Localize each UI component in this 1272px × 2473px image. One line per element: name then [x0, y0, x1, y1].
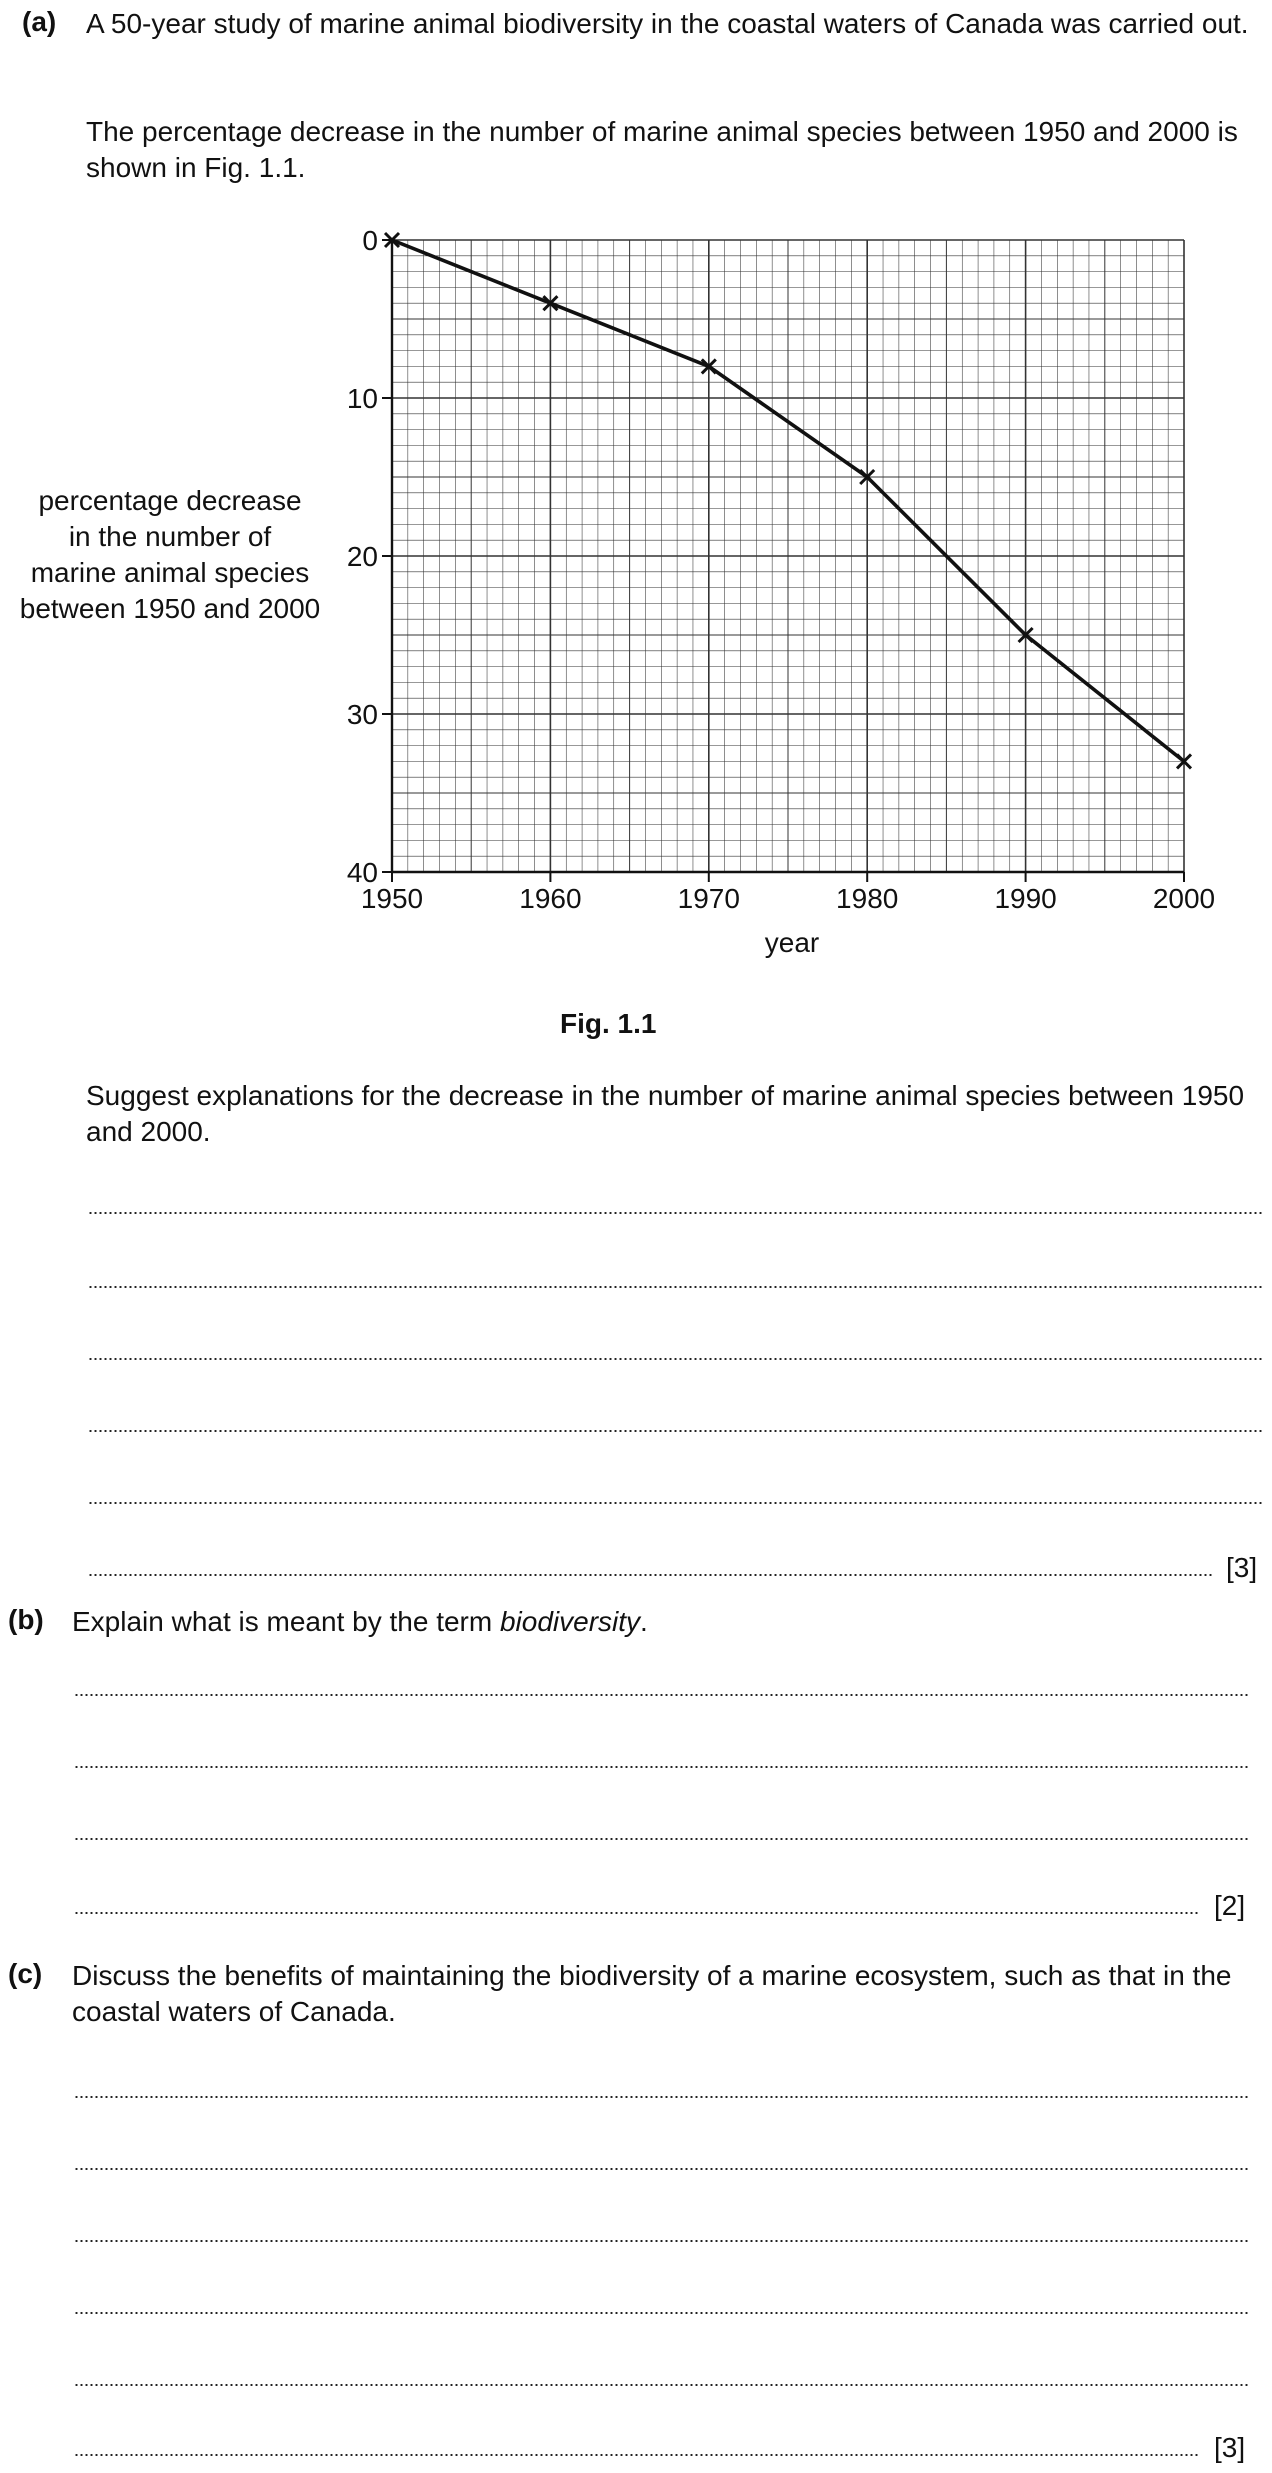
chart-ticks: [347, 225, 1215, 914]
answer-line-b-1[interactable]: [74, 1694, 1248, 1696]
answer-line-c-1[interactable]: [74, 2096, 1248, 2098]
figure-caption: Fig. 1.1: [560, 1008, 657, 1039]
answer-line-c-4[interactable]: [74, 2312, 1248, 2314]
part-a-intro: A 50-year study of marine animal biodiversity in the coastal waters of Canada was carried out.: [86, 8, 1249, 39]
y-axis-label-line: marine animal species: [30, 557, 310, 588]
x-tick-label: 1960: [519, 883, 582, 914]
x-tick-label: 1950: [360, 883, 424, 914]
answer-line-c-6[interactable]: [74, 2454, 1198, 2456]
y-axis-label-line: between 1950 and 2000: [19, 593, 321, 624]
part-c-label: (c): [8, 1958, 43, 1989]
answer-line-b-2[interactable]: [74, 1766, 1248, 1768]
y-tick-label: 10: [346, 383, 378, 414]
part-a-intro2: The percentage decrease in the number of marine animal species between 1950 and 2000 is shown in Fig. 1.1.: [86, 116, 1238, 183]
answer-line-a-4[interactable]: [88, 1430, 1262, 1432]
figure-1-1-chart: [0, 210, 1272, 990]
answer-line-a-2[interactable]: [88, 1286, 1262, 1288]
x-tick-label: 1970: [677, 883, 740, 914]
chart-grid: [392, 240, 1184, 872]
part-a-question: Suggest explanations for the decrease in the number of marine animal species between 1950 and 2000.: [86, 1080, 1245, 1147]
x-tick-label: 2000: [1152, 883, 1216, 914]
answer-line-a-5[interactable]: [88, 1502, 1262, 1504]
y-tick-label: 30: [346, 699, 378, 730]
part-c-question: Discuss the benefits of maintaining the biodiversity of a marine ecosystem, such as that in the coastal waters of Canada.: [72, 1960, 1232, 2027]
answer-line-c-2[interactable]: [74, 2168, 1248, 2170]
x-axis-label: year: [764, 927, 820, 958]
answer-line-b-3[interactable]: [74, 1838, 1248, 1840]
y-tick-label: 20: [346, 541, 378, 572]
part-b-question-suffix: .: [640, 1606, 648, 1637]
answer-line-c-3[interactable]: [74, 2240, 1248, 2242]
answer-line-c-5[interactable]: [74, 2384, 1248, 2386]
x-tick-label: 1980: [836, 883, 899, 914]
y-tick-label: 0: [362, 225, 378, 256]
answer-line-b-4[interactable]: [74, 1912, 1198, 1914]
part-a-label: (a): [22, 6, 57, 37]
part-b-question-term: biodiversity: [499, 1606, 641, 1637]
part-b-question-prefix: Explain what is meant by the term: [72, 1606, 500, 1637]
x-tick-label: 1990: [994, 883, 1057, 914]
part-a-marks: [3]: [1226, 1552, 1258, 1583]
part-b-label: (b): [8, 1604, 44, 1635]
y-tick-label: 40: [346, 857, 378, 888]
part-c-marks: [3]: [1214, 2432, 1246, 2463]
y-axis-label-line: percentage decrease: [38, 485, 302, 516]
part-b-marks: [2]: [1214, 1890, 1246, 1921]
y-axis-label-line: in the number of: [68, 521, 272, 552]
part-b-question: [72, 1604, 1252, 1640]
answer-line-a-6[interactable]: [88, 1574, 1212, 1576]
answer-line-a-3[interactable]: [88, 1358, 1262, 1360]
answer-line-a-1[interactable]: [88, 1212, 1262, 1214]
